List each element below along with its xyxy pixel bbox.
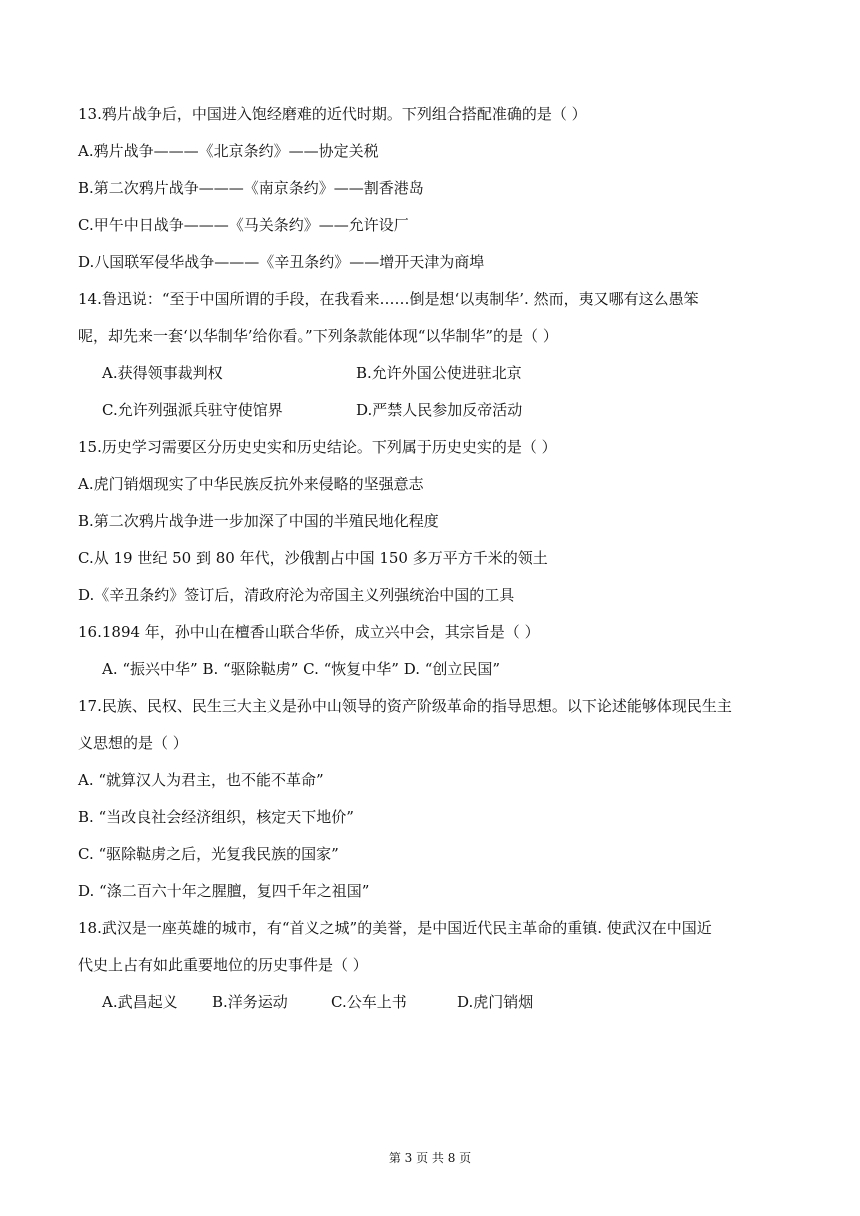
q14-option-a: A.获得领事裁判权	[102, 364, 223, 382]
q14-stem-line1: 14.鲁迅说：“至于中国所谓的手段，在我看来……倒是想‘以夷制华’. 然而，夷又哪有这么愚笨	[78, 290, 699, 308]
q13-option-d: D.八国联军侵华战争———《辛丑条约》——增开天津为商埠	[78, 253, 485, 271]
q17-stem-line1: 17.民族、民权、民生三大主义是孙中山领导的资产阶级革命的指导思想。以下论述能够体现民生主	[78, 697, 732, 715]
q18-option-b: B.洋务运动	[212, 993, 288, 1011]
q18-option-d: D.虎门销烟	[457, 993, 534, 1011]
q13-stem: 13.鸦片战争后，中国进入饱经磨难的近代时期。下列组合搭配准确的是（ ）	[78, 105, 587, 123]
q13-option-c: C.甲午中日战争———《马关条约》——允许设厂	[78, 216, 409, 234]
q15-option-c: C.从 19 世纪 50 到 80 年代，沙俄割占中国 150 多万平方千米的领土	[78, 549, 548, 567]
q14-stem-line2: 呢，却先来一套‘以华制华’给你看。”下列条款能体现“以华制华”的是（ ）	[78, 327, 558, 345]
q13-option-b: B.第二次鸦片战争———《南京条约》——割香港岛	[78, 179, 424, 197]
q15-option-d: D.《辛丑条约》签订后，清政府沦为帝国主义列强统治中国的工具	[78, 586, 515, 604]
q14-option-b: B.允许外国公使进驻北京	[356, 364, 522, 382]
q15-stem: 15.历史学习需要区分历史史实和历史结论。下列属于历史史实的是（ ）	[78, 438, 557, 456]
q16-options: A. “振兴中华” B. “驱除鞑虏” C. “恢复中华” D. “创立民国”	[102, 660, 501, 678]
q15-option-b: B.第二次鸦片战争进一步加深了中国的半殖民地化程度	[78, 512, 439, 530]
q17-option-a: A. “就算汉人为君主，也不能不革命”	[78, 771, 324, 789]
q13-option-a: A.鸦片战争———《北京条约》——协定关税	[78, 142, 379, 160]
q18-stem-line1: 18.武汉是一座英雄的城市，有“首义之城”的美誉，是中国近代民主革命的重镇. 使武汉在中国近	[78, 919, 712, 937]
q15-option-a: A.虎门销烟现实了中华民族反抗外来侵略的坚强意志	[78, 475, 424, 493]
q18-option-c: C.公车上书	[331, 993, 407, 1011]
page-number-footer: 第 3 页 共 8 页	[388, 1151, 472, 1165]
q16-stem: 16.1894 年，孙中山在檀香山联合华侨，成立兴中会，其宗旨是（ ）	[78, 623, 540, 641]
q18-option-a: A.武昌起义	[102, 993, 178, 1011]
q18-stem-line2: 代史上占有如此重要地位的历史事件是（ ）	[78, 956, 368, 974]
q17-option-d: D. “涤二百六十年之腥膻，复四千年之祖国”	[78, 882, 370, 900]
q17-option-b: B. “当改良社会经济组织，核定天下地价”	[78, 808, 354, 826]
q14-option-d: D.严禁人民参加反帝活动	[356, 401, 523, 419]
q14-option-c: C.允许列强派兵驻守使馆界	[102, 401, 283, 419]
q17-option-c: C. “驱除鞑虏之后，光复我民族的国家”	[78, 845, 339, 863]
q17-stem-line2: 义思想的是（ ）	[78, 734, 188, 752]
